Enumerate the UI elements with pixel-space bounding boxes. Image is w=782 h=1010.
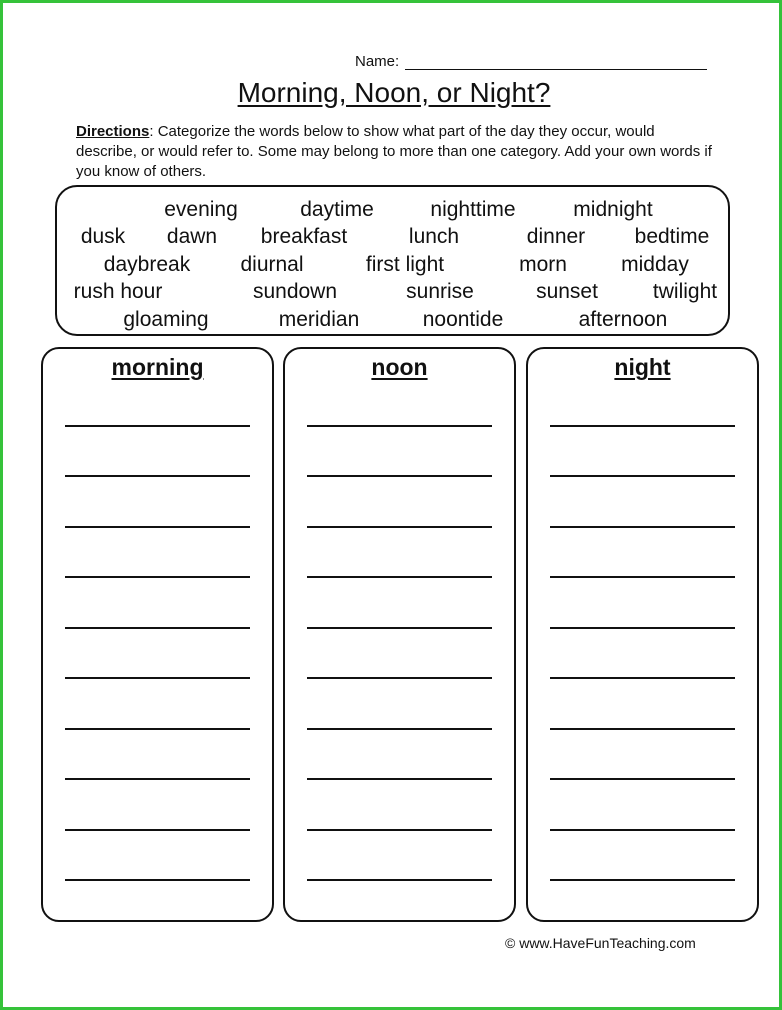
word-bank-word: diurnal — [240, 253, 304, 276]
name-label: Name: — [355, 53, 400, 70]
word-bank-word: sunset — [536, 280, 598, 303]
answer-line[interactable] — [550, 829, 735, 831]
answer-line[interactable] — [550, 475, 735, 477]
word-bank-word: gloaming — [123, 308, 209, 331]
answer-line[interactable] — [550, 677, 735, 679]
word-bank-word: nighttime — [430, 198, 516, 221]
answer-line[interactable] — [65, 677, 250, 679]
directions-text: : Categorize the words below to show what part of the day they occur, would describe, or would refer to. Some may belong to more than one category. Add your own words if you know of others. — [76, 123, 712, 180]
name-write-line[interactable] — [405, 53, 707, 70]
answer-line[interactable] — [65, 879, 250, 881]
word-bank-word: dusk — [80, 225, 126, 248]
answer-line[interactable] — [550, 778, 735, 780]
word-bank-word: bedtime — [634, 225, 710, 248]
word-bank-word: meridian — [278, 308, 360, 331]
word-bank-word: afternoon — [578, 308, 668, 331]
word-bank-word: rush hour — [73, 280, 163, 303]
word-bank — [55, 185, 730, 336]
word-bank-word: midnight — [573, 198, 653, 221]
answer-line[interactable] — [307, 677, 492, 679]
word-bank-word: midday — [621, 253, 689, 276]
morning-column — [41, 347, 274, 922]
word-bank-word: daybreak — [103, 253, 191, 276]
word-bank-word: morn — [519, 253, 567, 276]
noon-column-title: noon — [371, 354, 428, 380]
answer-line[interactable] — [65, 627, 250, 629]
answer-line[interactable] — [65, 829, 250, 831]
directions-paragraph — [76, 122, 716, 182]
word-bank-word: evening — [164, 198, 238, 221]
directions-label: Directions — [76, 123, 150, 140]
answer-line[interactable] — [307, 526, 492, 528]
answer-line[interactable] — [550, 526, 735, 528]
worksheet-title: Morning, Noon, or Night? — [237, 77, 551, 108]
answer-line[interactable] — [307, 627, 492, 629]
word-bank-word: sunrise — [406, 280, 474, 303]
morning-column-title: morning — [111, 354, 204, 380]
answer-line[interactable] — [307, 728, 492, 730]
word-bank-word: dinner — [526, 225, 586, 248]
answer-line[interactable] — [550, 879, 735, 881]
answer-line[interactable] — [65, 778, 250, 780]
copyright-footer: © www.HaveFunTeaching.com — [505, 935, 696, 951]
word-bank-word: twilight — [652, 280, 718, 303]
answer-line[interactable] — [65, 576, 250, 578]
word-bank-word: lunch — [408, 225, 460, 248]
answer-line[interactable] — [307, 829, 492, 831]
answer-line[interactable] — [550, 576, 735, 578]
answer-line[interactable] — [65, 526, 250, 528]
name-field-row — [355, 53, 707, 70]
answer-line[interactable] — [307, 778, 492, 780]
word-bank-word: noontide — [422, 308, 504, 331]
word-bank-word: dawn — [166, 225, 218, 248]
answer-line[interactable] — [550, 728, 735, 730]
night-column-title: night — [614, 354, 671, 380]
answer-line[interactable] — [550, 425, 735, 427]
word-bank-word: breakfast — [260, 225, 348, 248]
answer-line[interactable] — [307, 879, 492, 881]
answer-line[interactable] — [65, 728, 250, 730]
word-bank-word: daytime — [300, 198, 374, 221]
word-bank-word: first light — [365, 253, 445, 276]
noon-column — [283, 347, 516, 922]
answer-line[interactable] — [65, 475, 250, 477]
answer-line[interactable] — [307, 576, 492, 578]
answer-line[interactable] — [307, 425, 492, 427]
word-bank-word: sundown — [252, 280, 338, 303]
answer-line[interactable] — [307, 475, 492, 477]
night-column — [526, 347, 759, 922]
answer-line[interactable] — [65, 425, 250, 427]
answer-line[interactable] — [550, 627, 735, 629]
